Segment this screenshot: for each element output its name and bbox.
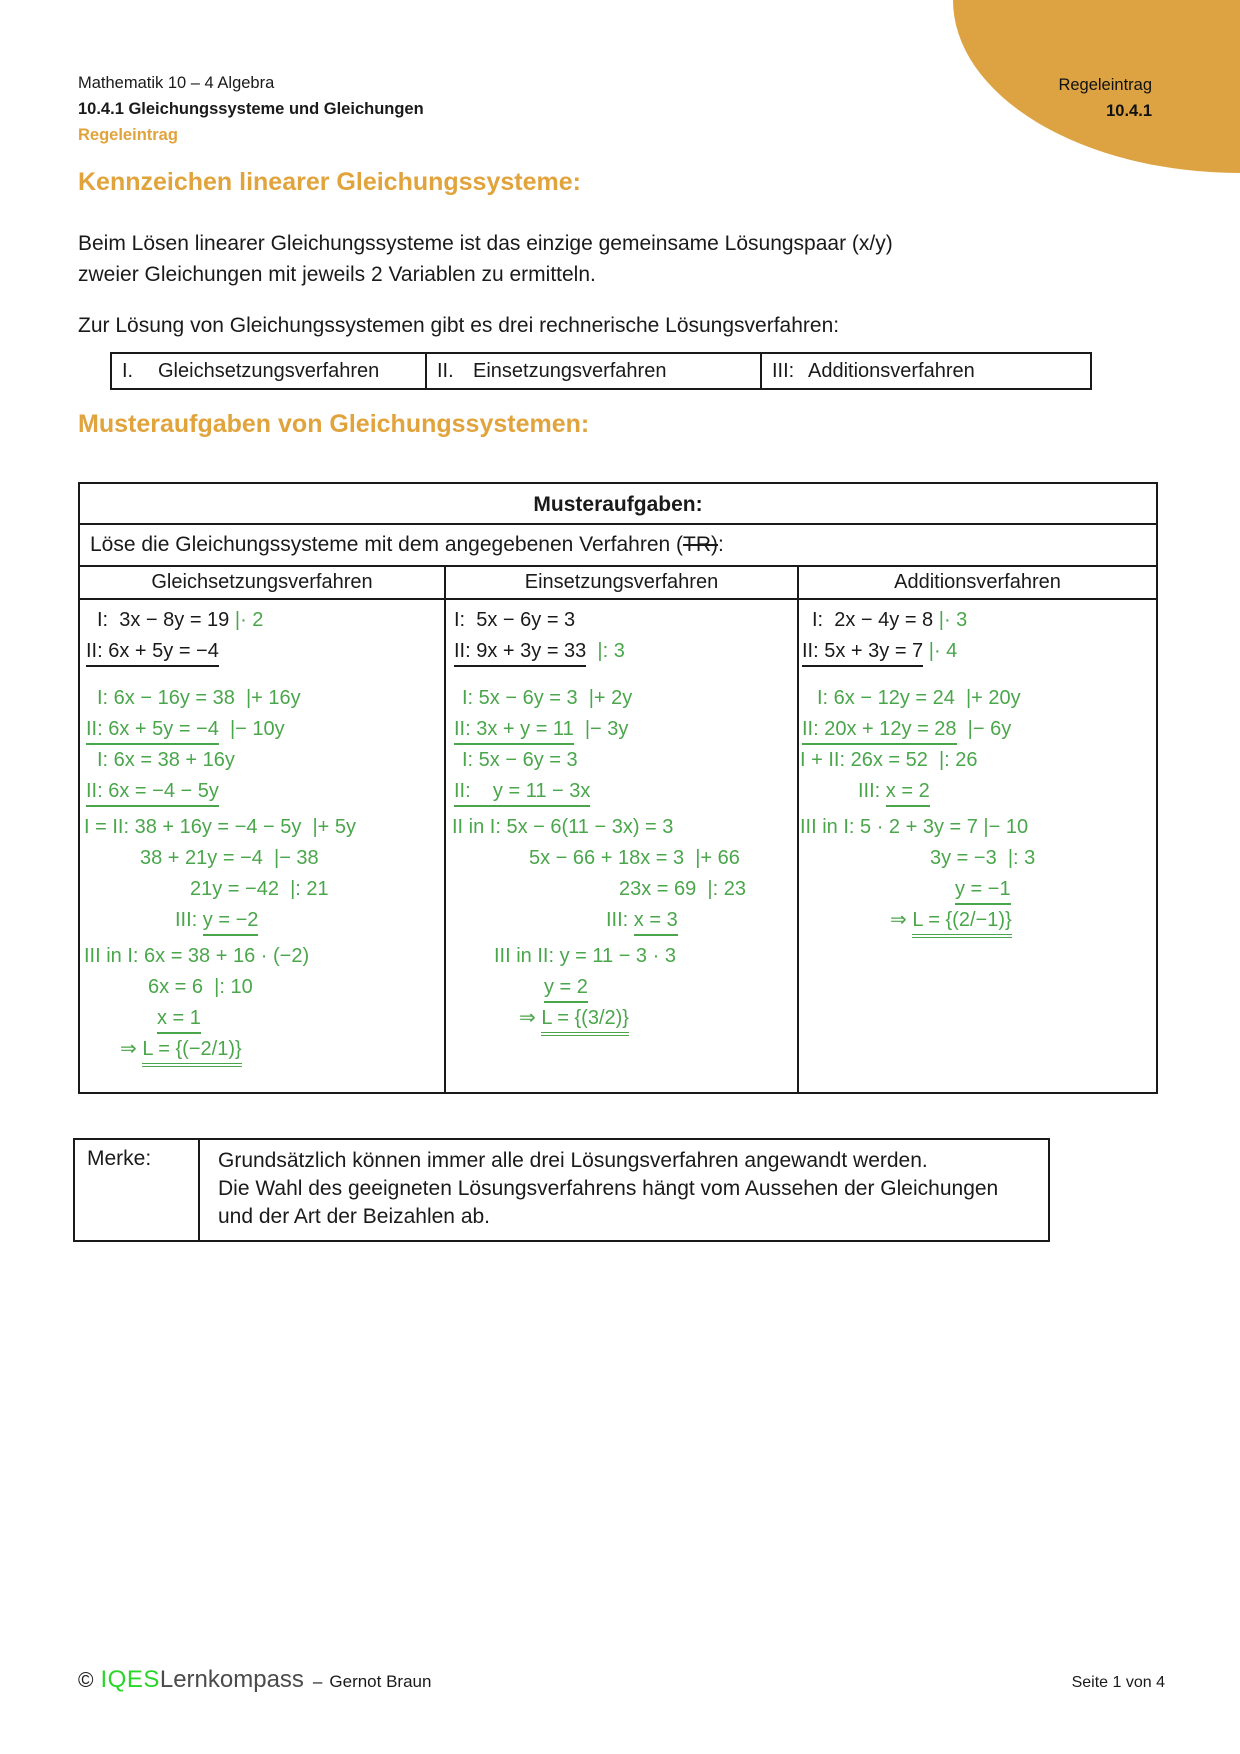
method-cell-gleichsetzung [112,354,425,388]
copyright-icon: © [78,1669,94,1692]
text-segment: II: 20x + 12y = 28 [802,717,957,745]
equation-line [446,686,797,717]
text-segment: II: 5x + 3y = 7 [802,639,923,667]
text-segment: L = {(2/−1)} [912,908,1011,938]
column-header-einsetzung: Einsetzungsverfahren [444,567,797,598]
method-cell-einsetzung [425,354,760,388]
text-segment: x = 1 [157,1006,201,1034]
footer-author: Gernot Braun [329,1672,432,1691]
equation-line [799,846,1156,877]
brand-lernkompass: Lernkompass [159,1666,304,1693]
text-segment: |· 4 [923,640,958,662]
paragraph-line: zweier Gleichungen mit jeweils 2 Variablen zu ermitteln. [78,263,596,286]
equation-line [80,877,444,908]
header-course: Mathematik 10 – 4 Algebra [78,74,275,92]
equation-line [446,877,797,908]
footer-brand [78,1666,431,1694]
text-segment: y = −1 [955,877,1011,905]
text-segment: |− 3y [573,718,629,740]
text-segment: x = 3 [634,908,678,936]
text-segment: II in I: 5x − 6(11 − 3x) = 3 [452,816,674,838]
equation-column-gleichsetzung [80,600,444,1092]
equation-line [799,748,1156,779]
method-name: Einsetzungsverfahren [473,359,667,382]
merke-line: und der Art der Beizahlen ab. [218,1205,491,1228]
merke-line: Die Wahl des geeigneten Lösungsverfahrens hängt vom Aussehen der Gleichungen [218,1177,999,1200]
equation-line [80,815,444,846]
equation-line [80,686,444,717]
page-number: Seite 1 von 4 [1071,1674,1165,1691]
equation-line [446,908,797,939]
document-header [78,70,424,148]
exercise-table-title: Musteraufgaben: [80,484,1156,525]
equation-line [799,608,1156,639]
text-segment: ⇒ [519,1007,542,1029]
equation-line [80,748,444,779]
footer-dash: – [312,1672,323,1691]
badge-label: Regeleintrag [1058,76,1152,94]
section-heading-musteraufgaben: Musteraufgaben von Gleichungssystemen: [78,410,590,438]
text-segment: I: 5x − 6y = 3 [454,609,576,631]
exercise-column-headers [80,567,1156,600]
text-segment: |: 3 [586,640,625,662]
header-doc-type: Regeleintrag [78,126,178,144]
text-segment: L = {(−2/1)} [142,1037,241,1067]
equation-line [446,815,797,846]
text-segment: II: 3x + y = 11 [454,717,574,745]
equation-line [446,748,797,779]
equation-line [80,975,444,1006]
text-segment: 21y = −42 |: 21 [190,878,329,900]
equation-column-einsetzung [444,600,797,1092]
text-segment: III: [175,909,203,931]
intro-paragraph [78,228,893,290]
text-segment: I: 6x − 16y = 38 |+ 16y [97,687,301,709]
text-segment: |· 2 [234,609,264,631]
merke-text [200,1140,1048,1240]
equation-line [446,779,797,810]
merke-box [73,1138,1050,1242]
equation-line [799,639,1156,670]
equation-line [446,717,797,748]
text-segment: : [718,533,724,556]
equation-line [799,717,1156,748]
methods-table [110,352,1092,390]
method-number: II. [437,359,454,382]
text-segment: y = 2 [544,975,588,1003]
equation-line [80,717,444,748]
equation-column-addition [797,600,1156,1092]
lead-sentence: Zur Lösung von Gleichungssystemen gibt es drei rechnerische Lösungsverfahren: [78,314,840,337]
text-segment: I: 5x − 6y = 3 [462,749,578,771]
text-segment: III in I: 5 · 2 + 3y = 7 |− 10 [800,816,1029,838]
equation-line [80,608,444,639]
text-segment: TR) [683,533,719,556]
equation-line [446,639,797,670]
merke-line: Grundsätzlich können immer alle drei Lösungsverfahren angewandt werden. [218,1149,928,1172]
equation-line [80,908,444,939]
text-segment: I: 6x = 38 + 16y [97,749,235,771]
equation-line [80,639,444,670]
section-heading-kennzeichen: Kennzeichen linearer Gleichungssysteme: [78,168,581,196]
equation-line [80,1037,444,1068]
exercise-table-body [80,600,1156,1092]
text-segment: III in I: 6x = 38 + 16 · (−2) [84,945,310,967]
text-segment: II: 9x + 3y = 33 [454,639,586,667]
text-segment: 5x − 66 + 18x = 3 |+ 66 [529,847,740,869]
brand-iqes: IQES [100,1666,160,1693]
paragraph-line: Beim Lösen linearer Gleichungssysteme ist das einzige gemeinsame Lösungspaar (x/y) [78,232,893,255]
equation-line [446,1006,797,1037]
text-segment: III: [606,909,634,931]
text-segment: L = {(3/2)} [541,1006,629,1036]
text-segment: ⇒ [120,1038,143,1060]
equation-line [446,608,797,639]
column-header-gleichsetzung: Gleichsetzungsverfahren [151,571,373,593]
equation-line [446,975,797,1006]
text-segment: 23x = 69 |: 23 [619,878,746,900]
equation-line [80,779,444,810]
equation-line [799,815,1156,846]
corner-badge [1058,72,1152,124]
text-segment: III in II: y = 11 − 3 · 3 [494,945,676,967]
text-segment: 6x = 6 |: 10 [148,976,253,998]
text-segment: |· 3 [938,609,968,631]
text-segment: y = −2 [203,908,259,936]
text-segment: II: y = 11 − 3x [454,779,590,807]
text-segment: II: 6x = −4 − 5y [86,779,219,807]
text-segment: x = 2 [886,779,930,807]
text-segment: II: 6x + 5y = −4 [86,717,219,745]
text-segment: 38 + 21y = −4 |− 38 [140,847,319,869]
equation-line [446,944,797,975]
exercise-table [78,482,1158,1094]
equation-line [799,877,1156,908]
text-segment: I = II: 38 + 16y = −4 − 5y |+ 5y [84,816,357,838]
exercise-instruction [80,525,1156,567]
text-segment: II: 6x + 5y = −4 [86,639,219,667]
text-segment: I + II: 26x = 52 |: 26 [800,749,978,771]
column-header-addition: Additionsverfahren [797,567,1156,598]
merke-label: Merke: [75,1140,200,1240]
text-segment: I: 5x − 6y = 3 |+ 2y [462,687,633,709]
method-number: III: [772,359,795,382]
text-segment: III: [858,780,886,802]
equation-line [799,686,1156,717]
method-number: I. [122,359,134,382]
text-segment: ⇒ [890,909,913,931]
method-cell-addition [760,354,1090,388]
equation-line [80,1006,444,1037]
badge-code: 10.4.1 [1106,102,1152,120]
method-name: Additionsverfahren [808,359,975,382]
equation-line [799,779,1156,810]
equation-line [446,846,797,877]
text-segment: 3y = −3 |: 3 [930,847,1036,869]
text-segment: Löse die Gleichungssysteme mit dem angegebenen Verfahren ( [90,533,684,556]
equation-line [799,908,1156,939]
text-segment: I: 3x − 8y = 19 [97,609,235,631]
page-footer [78,1666,1165,1694]
text-segment: I: 2x − 4y = 8 [812,609,939,631]
text-segment: |− 10y [218,718,285,740]
equation-line [80,944,444,975]
equation-line [80,846,444,877]
text-segment: I: 6x − 12y = 24 |+ 20y [817,687,1021,709]
header-topic: 10.4.1 Gleichungssysteme und Gleichungen [78,100,424,118]
method-name: Gleichsetzungsverfahren [158,359,380,382]
text-segment: |− 6y [956,718,1012,740]
